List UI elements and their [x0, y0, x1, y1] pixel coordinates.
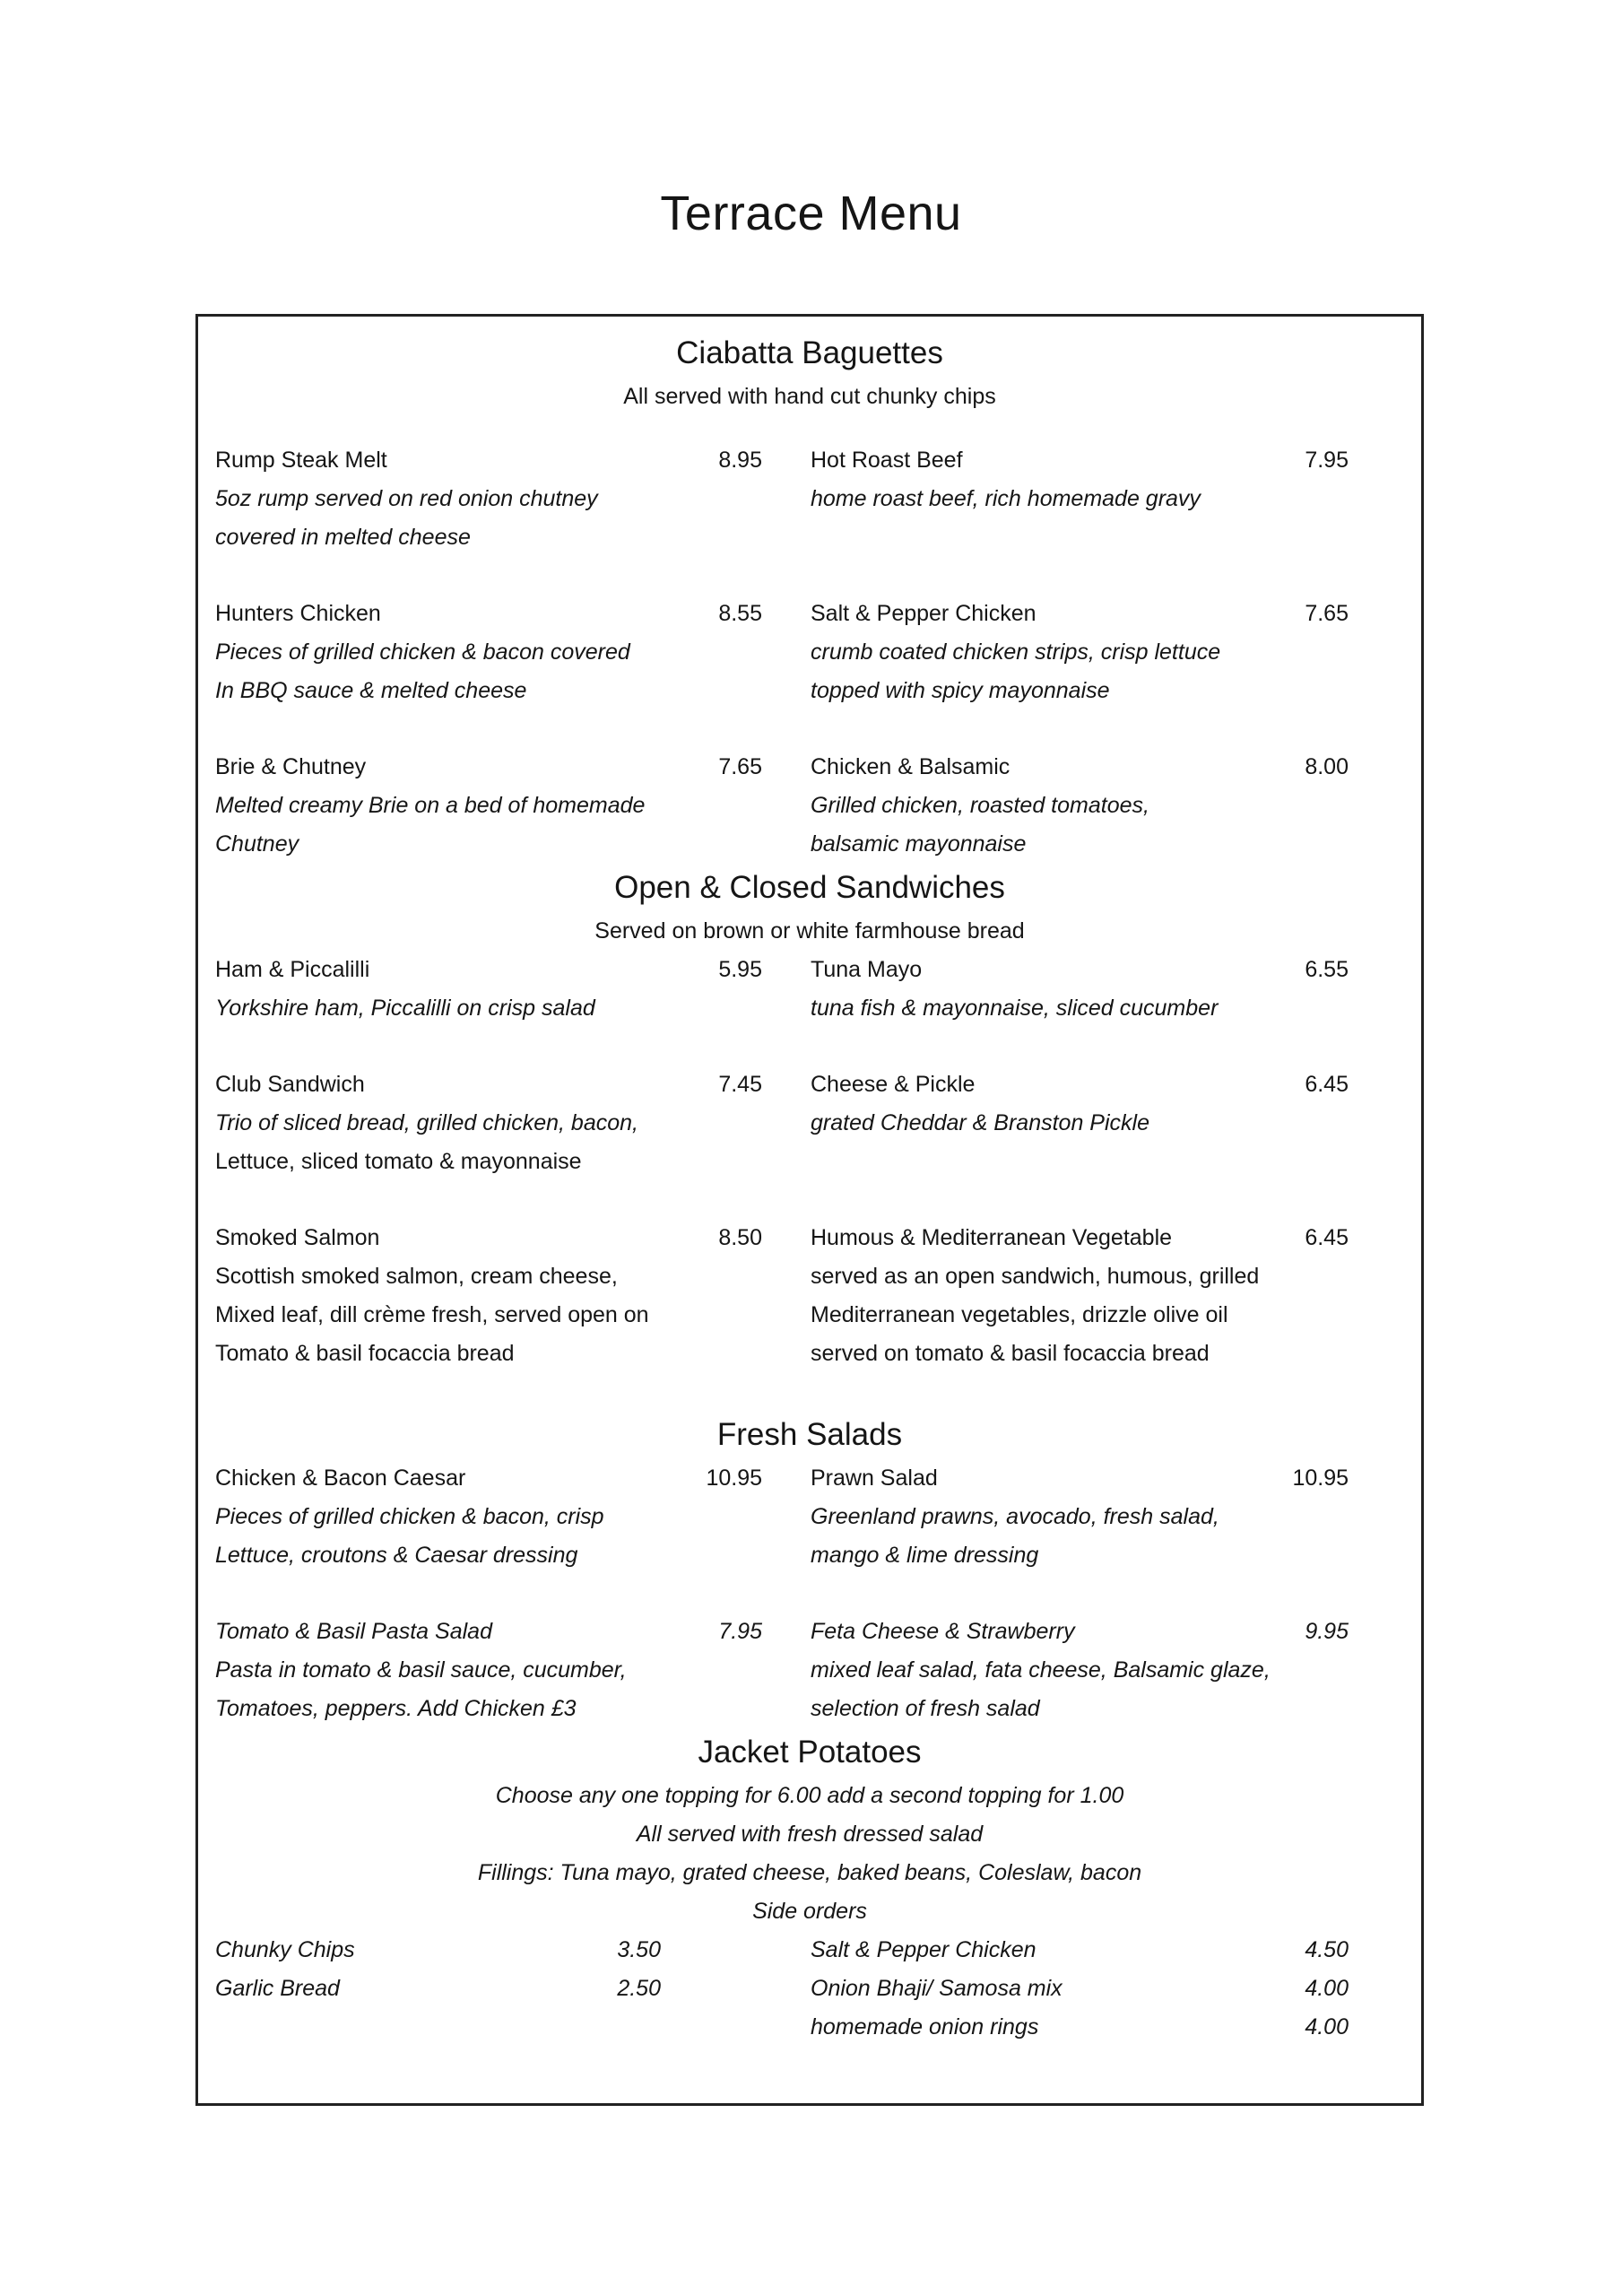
- menu-row: [198, 748, 1421, 864]
- item-description-line: Mixed leaf, dill crème fresh, served open on: [215, 1302, 649, 1327]
- item-price: 3.50: [617, 1937, 661, 1962]
- item-name: Chicken & Balsamic: [811, 754, 1010, 779]
- item-description-line: 5oz rump served on red onion chutney: [215, 486, 598, 511]
- item-description-line: Tomato & basil focaccia bread: [215, 1341, 515, 1366]
- page-title: Terrace Menu: [660, 187, 962, 240]
- item-name: Humous & Mediterranean Vegetable: [811, 1225, 1173, 1250]
- item-description-line: selection of fresh salad: [811, 1696, 1040, 1721]
- section-heading: Fresh Salads: [716, 1417, 903, 1452]
- item-description-line: Yorkshire ham, Piccalilli on crisp salad: [215, 996, 595, 1021]
- item-header: [215, 441, 762, 480]
- menu-item: [811, 2008, 1349, 2047]
- item-price: 7.95: [718, 1619, 762, 1644]
- item-price: 7.65: [1305, 601, 1349, 626]
- menu-row: [198, 441, 1421, 557]
- item-header: [215, 1459, 762, 1498]
- item-name: Brie & Chutney: [215, 754, 367, 779]
- item-description-line: served on tomato & basil focaccia bread: [811, 1341, 1210, 1366]
- menu-item: [215, 1459, 762, 1575]
- menu-item-empty: [215, 2008, 661, 2047]
- item-name: Onion Bhaji/ Samosa mix: [811, 1976, 1063, 2001]
- item-name: Prawn Salad: [811, 1465, 938, 1491]
- item-name: homemade onion rings: [811, 2014, 1039, 2039]
- menu-item: [811, 951, 1349, 1028]
- menu-row: [198, 951, 1421, 1028]
- menu-item: [215, 951, 762, 1028]
- item-name: Tomato & Basil Pasta Salad: [215, 1619, 492, 1644]
- item-description-line: Pieces of grilled chicken & bacon covered: [215, 639, 630, 665]
- item-description-line: Lettuce, croutons & Caesar dressing: [215, 1543, 578, 1568]
- menu-item: [215, 1065, 762, 1181]
- item-header: [811, 2008, 1349, 2047]
- item-price: 7.45: [718, 1072, 762, 1097]
- section-subtitle: All served with fresh dressed salad: [636, 1822, 984, 1847]
- item-description-line: Lettuce, sliced tomato & mayonnaise: [215, 1149, 582, 1174]
- item-description-line: balsamic mayonnaise: [811, 831, 1027, 857]
- menu-item: [811, 1459, 1349, 1575]
- item-description-line: Tomatoes, peppers. Add Chicken £3: [215, 1696, 577, 1721]
- item-description-line: crumb coated chicken strips, crisp lettuce: [811, 639, 1221, 665]
- item-description-line: home roast beef, rich homemade gravy: [811, 486, 1201, 511]
- item-description-line: Trio of sliced bread, grilled chicken, bacon,: [215, 1110, 638, 1135]
- item-header: [215, 951, 762, 989]
- menu-item: [811, 1065, 1349, 1181]
- menu-item: [215, 748, 762, 864]
- item-header: [215, 595, 762, 633]
- item-description-line: tuna fish & mayonnaise, sliced cucumber: [811, 996, 1219, 1021]
- menu-item: [811, 595, 1349, 710]
- menu-section-3: [198, 1728, 1421, 2047]
- menu-item: [215, 1970, 661, 2008]
- item-name: Rump Steak Melt: [215, 448, 387, 473]
- item-header: [811, 1459, 1349, 1498]
- item-name: Salt & Pepper Chicken: [811, 1937, 1037, 1962]
- menu-item: [215, 1931, 661, 1970]
- item-description-line: served as an open sandwich, humous, grilled: [811, 1264, 1260, 1289]
- item-description-line: grated Cheddar & Branston Pickle: [811, 1110, 1149, 1135]
- menu-item: [215, 595, 762, 710]
- item-header: [811, 1970, 1349, 2008]
- item-description-line: covered in melted cheese: [215, 525, 471, 550]
- menu-row: [198, 2008, 1421, 2047]
- menu-row: [198, 1613, 1421, 1728]
- section-subtitle: Side orders: [752, 1899, 867, 1924]
- item-name: Chunky Chips: [215, 1937, 355, 1962]
- item-price: 9.95: [1305, 1619, 1349, 1644]
- item-description-line: Pasta in tomato & basil sauce, cucumber,: [215, 1657, 627, 1683]
- menu-item: [811, 1613, 1349, 1728]
- item-price: 10.95: [1292, 1465, 1349, 1491]
- menu-item: [811, 441, 1349, 557]
- item-header: [215, 1931, 661, 1970]
- item-name: Garlic Bread: [215, 1976, 340, 2001]
- section-subtitle: Choose any one topping for 6.00 add a second topping for 1.00: [495, 1783, 1124, 1808]
- item-price: 6.45: [1305, 1225, 1349, 1250]
- item-description-line: Melted creamy Brie on a bed of homemade: [215, 793, 646, 818]
- menu-row: [198, 595, 1421, 710]
- menu-item: [215, 1613, 762, 1728]
- menu-item: [215, 1219, 762, 1373]
- item-name: Cheese & Pickle: [811, 1072, 976, 1097]
- item-header: [811, 951, 1349, 989]
- item-price: 4.50: [1305, 1937, 1349, 1962]
- item-description-line: Mediterranean vegetables, drizzle olive oil: [811, 1302, 1228, 1327]
- menu-section-2: [198, 1411, 1421, 1728]
- item-header: [811, 1065, 1349, 1104]
- item-header: [215, 1970, 661, 2008]
- item-name: Feta Cheese & Strawberry: [811, 1619, 1075, 1644]
- section-heading: Jacket Potatoes: [698, 1735, 922, 1770]
- menu-row: [198, 1931, 1421, 1970]
- section-heading: Open & Closed Sandwiches: [614, 870, 1005, 905]
- item-price: 4.00: [1305, 1976, 1349, 2001]
- item-price: 8.55: [718, 601, 762, 626]
- menu-section-1: [198, 864, 1421, 1373]
- item-price: 8.95: [718, 448, 762, 473]
- item-price: 6.55: [1305, 957, 1349, 982]
- section-subtitle: Fillings: Tuna mayo, grated cheese, baked beans, Coleslaw, bacon: [477, 1860, 1142, 1885]
- menu-item: [811, 748, 1349, 864]
- item-price: 8.00: [1305, 754, 1349, 779]
- menu-item: [811, 1219, 1349, 1373]
- menu-box: [195, 314, 1424, 2106]
- menu-row: [198, 1219, 1421, 1373]
- item-description-line: topped with spicy mayonnaise: [811, 678, 1110, 703]
- item-name: Hot Roast Beef: [811, 448, 963, 473]
- item-price: 8.50: [718, 1225, 762, 1250]
- menu-item: [811, 1931, 1349, 1970]
- item-name: Club Sandwich: [215, 1072, 365, 1097]
- item-price: 6.45: [1305, 1072, 1349, 1097]
- item-name: Salt & Pepper Chicken: [811, 601, 1037, 626]
- item-header: [215, 1219, 762, 1257]
- item-header: [811, 1219, 1349, 1257]
- item-price: 10.95: [706, 1465, 762, 1491]
- item-price: 2.50: [617, 1976, 661, 2001]
- item-description-line: Chutney: [215, 831, 299, 857]
- item-price: 5.95: [718, 957, 762, 982]
- item-header: [215, 748, 762, 787]
- menu-row: [198, 1459, 1421, 1575]
- menu-section-0: [198, 329, 1421, 864]
- item-description-line: mixed leaf salad, fata cheese, Balsamic glaze,: [811, 1657, 1271, 1683]
- item-header: [215, 1613, 762, 1651]
- menu-row: [198, 1970, 1421, 2008]
- item-name: Smoked Salmon: [215, 1225, 380, 1250]
- item-name: Ham & Piccalilli: [215, 957, 370, 982]
- item-price: 4.00: [1305, 2014, 1349, 2039]
- item-name: Chicken & Bacon Caesar: [215, 1465, 466, 1491]
- item-header: [215, 1065, 762, 1104]
- item-description-line: In BBQ sauce & melted cheese: [215, 678, 527, 703]
- item-header: [811, 1613, 1349, 1651]
- item-price: 7.65: [718, 754, 762, 779]
- item-description-line: Pieces of grilled chicken & bacon, crisp: [215, 1504, 604, 1529]
- item-price: 7.95: [1305, 448, 1349, 473]
- item-name: Hunters Chicken: [215, 601, 381, 626]
- item-header: [811, 748, 1349, 787]
- section-subtitle: Served on brown or white farmhouse bread: [594, 918, 1025, 944]
- item-description-line: mango & lime dressing: [811, 1543, 1039, 1568]
- section-heading: Ciabatta Baguettes: [676, 335, 943, 370]
- section-subtitle: All served with hand cut chunky chips: [623, 384, 996, 409]
- menu-row: [198, 1065, 1421, 1181]
- item-header: [811, 441, 1349, 480]
- item-description-line: Scottish smoked salmon, cream cheese,: [215, 1264, 618, 1289]
- item-header: [811, 595, 1349, 633]
- item-description-line: Grilled chicken, roasted tomatoes,: [811, 793, 1149, 818]
- menu-item: [811, 1970, 1349, 2008]
- menu-item: [215, 441, 762, 557]
- item-name: Tuna Mayo: [811, 957, 923, 982]
- item-header: [811, 1931, 1349, 1970]
- item-description-line: Greenland prawns, avocado, fresh salad,: [811, 1504, 1219, 1529]
